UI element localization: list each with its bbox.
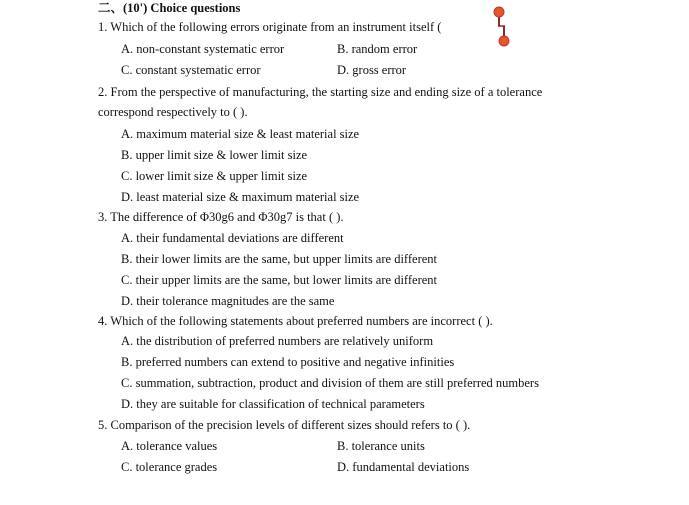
question-1-stem: 1. Which of the following errors originate from an instrument itself ( [98, 20, 442, 34]
question-4-option-b: B. preferred numbers can extend to positive and negative infinities [121, 355, 455, 369]
question-4-option-d: D. they are suitable for classification of technical parameters [121, 397, 425, 411]
question-2-option-b: B. upper limit size & lower limit size [121, 148, 308, 162]
question-4-stem: 4. Which of the following statements about preferred numbers are incorrect ( ). [98, 314, 493, 328]
question-2-option-a: A. maximum material size & least material size [121, 127, 360, 141]
question-5-option-b: B. tolerance units [337, 439, 425, 453]
question-2-stem: 2. From the perspective of manufacturing, the starting size and ending size of a tolerance [98, 85, 543, 99]
question-1-option-d: D. gross error [337, 63, 407, 77]
question-1-option-b: B. random error [337, 42, 418, 56]
question-5-option-d: D. fundamental deviations [337, 460, 470, 474]
question-1-option-a: A. non-constant systematic error [121, 42, 285, 56]
question-5-option-c: C. tolerance grades [121, 460, 218, 474]
question-5-option-a: A. tolerance values [121, 439, 218, 453]
handle-marker-icon[interactable] [492, 6, 520, 48]
question-4-option-a: A. the distribution of preferred numbers are relatively uniform [121, 334, 434, 348]
question-1-option-c: C. constant systematic error [121, 63, 261, 77]
marker-top-dot[interactable] [494, 7, 504, 17]
question-3-option-c: C. their upper limits are the same, but lower limits are different [121, 273, 437, 287]
question-2-option-c: C. lower limit size & upper limit size [121, 169, 308, 183]
question-5-stem: 5. Comparison of the precision levels of different sizes should refers to ( ). [98, 418, 471, 432]
marker-bottom-dot[interactable] [499, 36, 509, 46]
question-4-option-c: C. summation, subtraction, product and division of them are still preferred numbers [121, 376, 539, 390]
question-3-option-a: A. their fundamental deviations are different [121, 231, 344, 245]
question-3-option-b: B. their lower limits are the same, but upper limits are different [121, 252, 437, 266]
question-3-stem: 3. The difference of Φ30g6 and Φ30g7 is that ( ). [98, 210, 344, 224]
question-3-option-d: D. their tolerance magnitudes are the same [121, 294, 335, 308]
question-2-stem-continued: correspond respectively to ( ). [98, 105, 248, 119]
section-title: 二、(10') Choice questions [98, 1, 241, 15]
question-2-option-d: D. least material size & maximum material size [121, 190, 360, 204]
